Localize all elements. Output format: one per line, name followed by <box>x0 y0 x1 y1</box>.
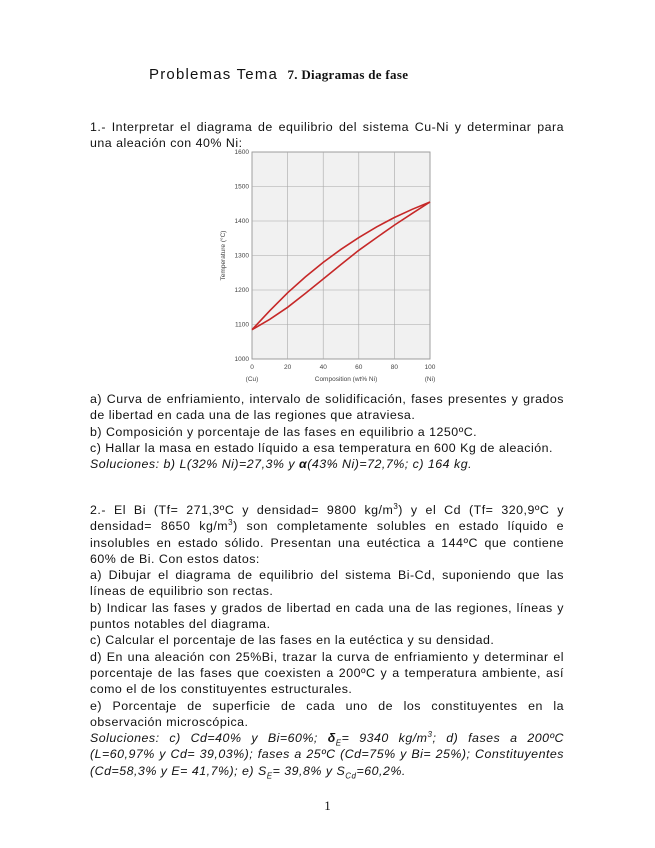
x-axis-label: Composition (wt% Ni) <box>314 376 378 383</box>
x-tick-label: 60 <box>355 364 363 371</box>
y-tick-label: 1000 <box>234 356 249 364</box>
problem-1-intro: 1.- Interpretar el diagrama de equilibrio del sistema Cu-Ni y determinar para una aleación con 40% Ni: <box>90 120 564 151</box>
problem-1-questions <box>90 391 564 472</box>
problem-2-intro: 2.- El Bi (Tf= 271,3ºC y densidad= 9800 $kg/m^3$) y el Cd (Tf= 320,9ºC y densidad= 8650 $kg/m^3$) son completamente solubles en estado líquido e insolubles en estado sólido. Presentan una eutéctica a 144ºC que contiene 60% de Bi. Con estos datos: <box>90 501 565 566</box>
problem-2-part-d: d) En una aleación con 25%Bi, trazar la curva de enfriamiento y determinar el porcentaje de las fases que coexisten a 200ºC y a temperatura ambiente, así como el de los constituyentes estructurales. <box>90 649 564 697</box>
delta-symbol: δ <box>327 731 336 746</box>
problem-2-part-a: a) Dibujar el diagrama de equilibrio del sistema Bi-Cd, suponiendo que las líneas de equilibrio son rectas. <box>90 568 564 599</box>
title-regular: Problemas Tema <box>149 66 279 83</box>
x-end-label-left: (Cu) <box>245 376 259 383</box>
problem-2-solutions: Soluciones: c) Cd=40% y Bi=60%; $\delta_E= 9340$ $kg/m^3$; d) fases a 200ºC (L=60,97% y Cd= 39,03%); fases a 25ºC (Cd=75% y Bi= 25%); Constituyentes (Cd=58,3% y E= 41,7%); e) $S_E= 39,8\%$ y $S_{Cd}=60,2\%$. <box>90 730 564 781</box>
page-title <box>149 66 408 83</box>
problem-2-statement <box>90 502 564 779</box>
problem-2-part-e: e) Porcentaje de superficie de cada uno de los constituyentes en la observación microscópica. <box>90 698 564 729</box>
problem-1-part-a: a) Curva de enfriamiento, intervalo de solidificación, fases presentes y grados de libertad en cada una de las regiones que atraviesa. <box>90 392 564 423</box>
problem-1-part-b: b) Composición y porcentaje de las fases en equilibrio a 1250ºC. <box>90 424 478 439</box>
page-number: 1 <box>324 798 331 813</box>
x-tick-label: 40 <box>319 364 327 371</box>
problem-2-part-c: c) Calcular el porcentaje de las fases en la eutéctica y su densidad. <box>90 633 495 648</box>
y-axis-label: Temperature (°C) <box>220 230 227 281</box>
problem-1-solutions: Soluciones: b) L(32% Ni)=27,3% y α(43% Ni)=72,7%; c) 164 kg. <box>90 457 473 472</box>
x-tick-label: 20 <box>283 364 292 371</box>
y-tick-label: 1500 <box>234 183 249 191</box>
problem-2-part-b: b) Indicar las fases y grados de libertad en cada una de las regiones, líneas y puntos notables del diagrama. <box>90 600 564 632</box>
y-tick-label: 1200 <box>234 287 249 295</box>
x-tick-label: 80 <box>390 364 399 371</box>
x-tick-label: 100 <box>424 364 436 371</box>
y-tick-label: 1600 <box>234 149 249 157</box>
x-tick-label: 0 <box>250 364 254 371</box>
x-end-label-right: (Ni) <box>424 376 436 383</box>
title-bold: 7. Diagramas de fase <box>287 67 409 82</box>
alpha-symbol: α <box>299 457 308 472</box>
cu-ni-phase-diagram <box>215 146 440 390</box>
problem-1-part-c: c) Hallar la masa en estado líquido a esa temperatura en 600 Kg de aleación. <box>90 440 553 455</box>
y-tick-label: 1400 <box>234 218 249 226</box>
y-tick-label: 1100 <box>235 321 249 329</box>
y-tick-label: 1300 <box>234 252 249 260</box>
